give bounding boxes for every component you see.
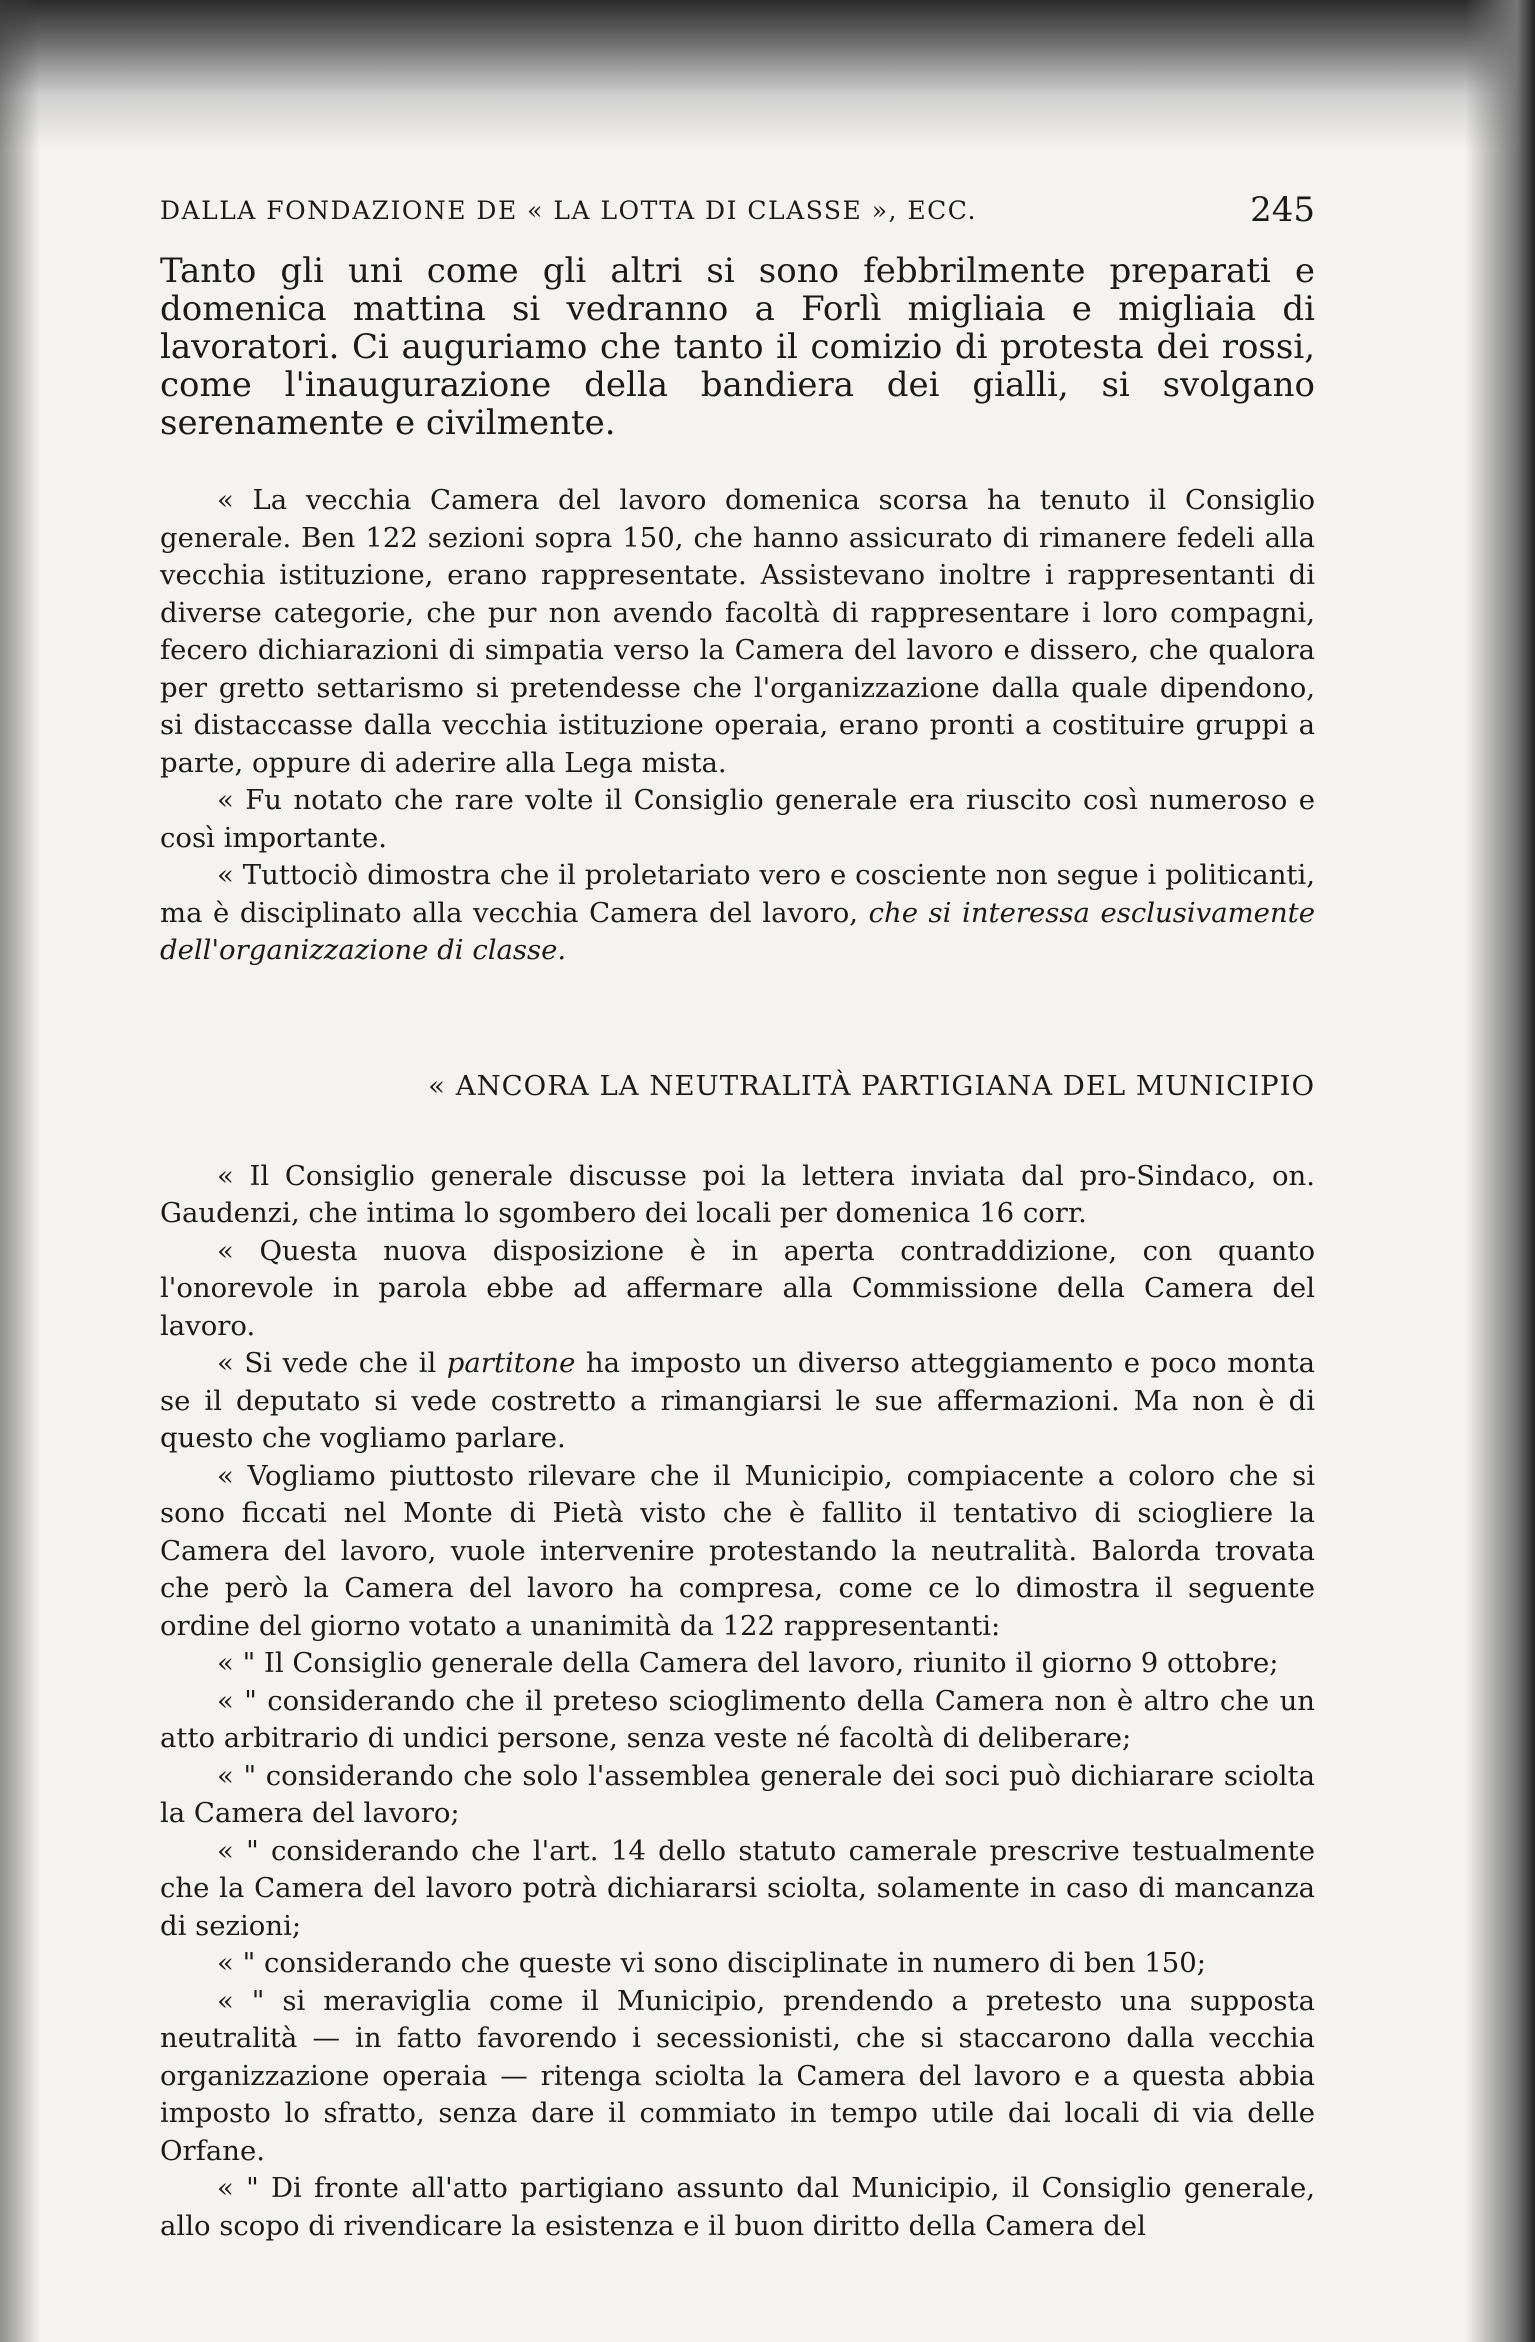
page-number: 245 (1250, 190, 1315, 230)
quote-paragraph-2: « Fu notato che rare volte il Consiglio generale era riuscito così numeroso e così importante. (160, 784, 1315, 854)
section-paragraph-4: « Vogliamo piuttosto rilevare che il Municipio, compiacente a coloro che si sono ficcati nel Monte di Pietà visto che è fallito il tentativo di sciogliere la Camera del lavoro, vuole intervenire protestando la neutralità. Balorda trovata che però la Camera del lavoro ha compresa, come ce lo dimostra il seguente ordine del giorno votato a unanimità da 122 rappresentanti: (160, 1459, 1315, 1642)
quote-paragraph-3-text: « Tuttociò dimostra che il proletariato vero e cosciente non segue i politicanti, ma è disciplinato alla vecchia Camera del lavoro, (160, 859, 1315, 929)
quote-paragraph-1: « La vecchia Camera del lavoro domenica scorsa ha tenuto il Consiglio generale. Ben 122 sezioni sopra 150, che hanno assicurato di rimanere fedeli alla vecchia istituzione, erano rappresentate. Assistevano inoltre i rappresentanti di diverse categorie, che pur non avendo facoltà di rappresentare i loro compagni, fecero dichiarazioni di simpatia verso la Camera del lavoro e dissero, che qualora per gretto settarismo si pretendesse che l'organizzazione dalla quale dipendono, si distaccasse dalla vecchia istituzione operaia, erano pronti a costituire gruppi a parte, oppure di aderire alla Lega mista. (160, 484, 1315, 779)
section-paragraph-7: « " considerando che solo l'assemblea generale dei soci può dichiarare sciolta la Camera del lavoro; (160, 1759, 1315, 1829)
section-paragraph-1: « Il Consiglio generale discusse poi la lettera inviata dal pro-Sindaco, on. Gaudenzi, che intima lo sgombero dei locali per domenica 16 corr. (160, 1159, 1315, 1229)
running-head (160, 190, 1315, 240)
running-title: DALLA FONDAZIONE DE « LA LOTTA DI CLASSE », ECC. (160, 196, 977, 225)
quote-paragraph-3 (160, 857, 1315, 970)
section-paragraph-11: « " Di fronte all'atto partigiano assunto dal Municipio, il Consiglio generale, allo scopo di rivendicare la esistenza e il buon diritto della Camera del (160, 2172, 1315, 2242)
book-page (160, 190, 1315, 2245)
section-paragraph-9: « " considerando che queste vi sono disciplinate in numero di ben 150; (217, 1947, 1206, 1979)
section-paragraph-3-text-a: « Si vede che il (217, 1347, 447, 1379)
section-paragraph-10: « " si meraviglia come il Municipio, prendendo a pretesto una supposta neutralità — in fatto favorendo i secessionisti, che si staccarono dalla vecchia organizzazione operaia — ritenga sciolta la Camera del lavoro e a questa abbia imposto lo sfratto, senza dare il commiato in tempo utile dai locali di via delle Orfane. (160, 1984, 1315, 2167)
section-paragraph-3 (160, 1345, 1315, 1458)
quote-paragraph-3-italic: che si interessa esclusivamente dell'organizzazione di classe. (160, 896, 1315, 966)
section-paragraph-3-text-b: ha imposto un diverso atteggiamento e poco monta se il deputato si vede costretto a rimangiarsi le sue affermazioni. Ma non è di questo che vogliamo parlare. (160, 1347, 1315, 1454)
scan-shadow-top (0, 0, 1535, 150)
section-paragraph-6: « " considerando che il preteso scioglimento della Camera non è altro che un atto arbitrario di undici persone, senza veste né facoltà di deliberare; (160, 1684, 1315, 1754)
section-paragraph-3-italic: partitone (446, 1347, 576, 1379)
lead-paragraph: Tanto gli uni come gli altri si sono febbrilmente preparati e domenica mattina si vedranno a Forlì migliaia e migliaia di lavoratori. Ci auguriamo che tanto il comizio di protesta dei rossi, come l'inaugurazione della bandiera dei gialli, si svolgano serenamente e civilmente. (160, 251, 1315, 443)
section-paragraph-8: « " considerando che l'art. 14 dello statuto camerale prescrive testualmente che la Camera del lavoro potrà dichiararsi sciolta, solamente in caso di mancanza di sezioni; (160, 1834, 1315, 1942)
scan-shadow-right (1465, 0, 1535, 2342)
section-title: « ANCORA LA NEUTRALITÀ PARTIGIANA DEL MUNICIPIO (428, 1069, 1315, 1102)
scan-shadow-left (0, 0, 40, 2342)
section-paragraph-2: « Questa nuova disposizione è in aperta contraddizione, con quanto l'onorevole in parola ebbe ad affermare alla Commissione della Camera del lavoro. (160, 1234, 1315, 1342)
section-paragraph-5: « " Il Consiglio generale della Camera del lavoro, riunito il giorno 9 ottobre; (217, 1647, 1279, 1679)
